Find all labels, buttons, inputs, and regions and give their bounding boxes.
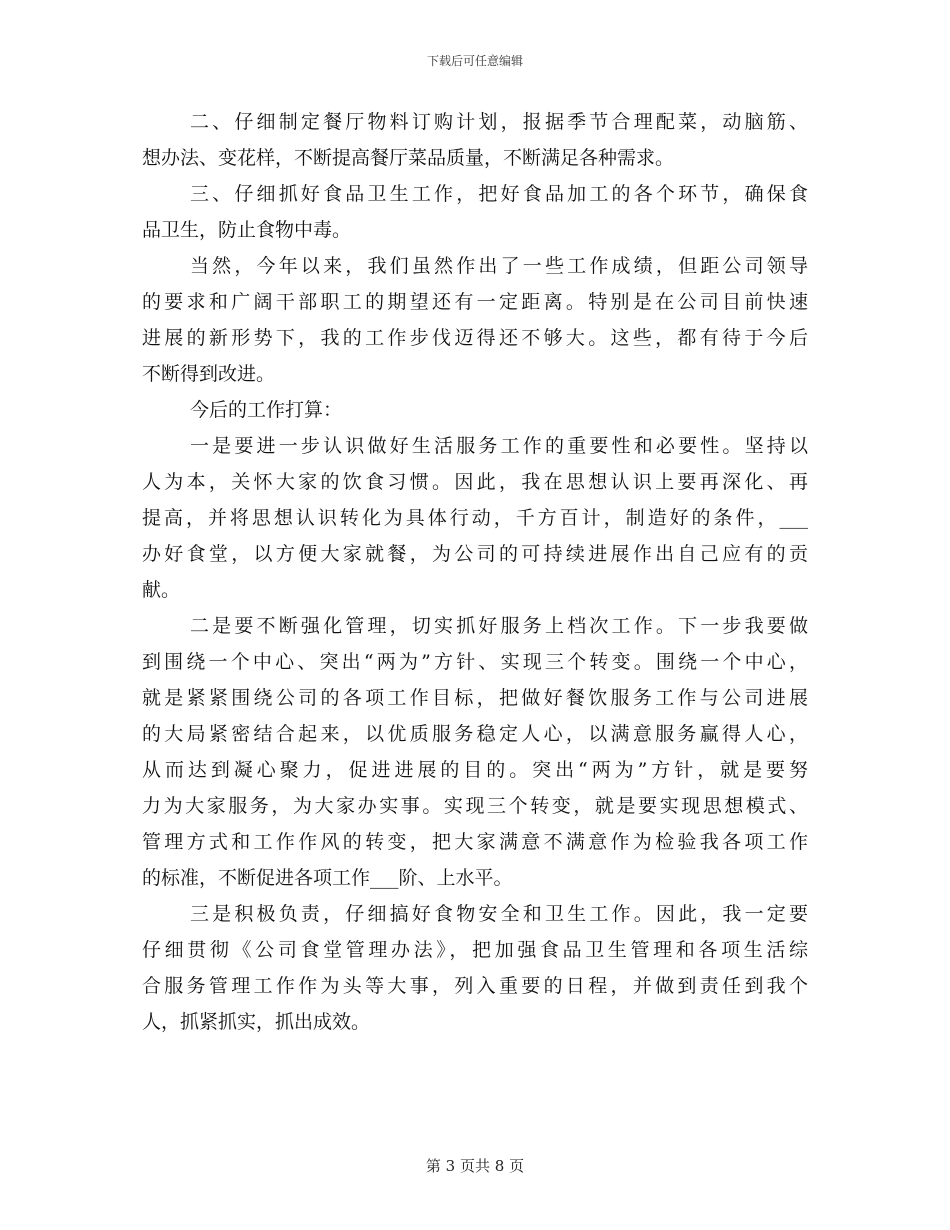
text-line: 就是紧紧围绕公司的各项工作目标，把做好餐饮服务工作与公司进展 xyxy=(142,687,808,709)
text-line: 三是积极负责，仔细搞好食物安全和卫生工作。因此，我一定要 xyxy=(190,903,808,925)
text-line: 不断得到改进。 xyxy=(142,363,276,385)
paragraph xyxy=(142,608,808,896)
text-line: 的大局紧密结合起来，以优质服务稳定人心，以满意服务赢得人心， xyxy=(142,723,808,745)
text-line: 想办法、变花样，不断提高餐厅菜品质量，不断满足各种需求。 xyxy=(142,147,675,169)
page-header: 下载后可任意编辑 xyxy=(426,54,523,68)
text-line: 二、仔细制定餐厅物料订购计划，报据季节合理配菜，动脑筋、 xyxy=(190,111,808,133)
text-line: 到围绕一个中心、突出“两为”方针、实现三个转变。围绕一个中心， xyxy=(142,651,808,673)
text-line: 从而达到凝心聚力，促进进展的目的。突出“两为”方针，就是要努 xyxy=(142,759,808,781)
document-body xyxy=(142,104,808,1040)
paragraph xyxy=(142,104,808,176)
text-line: 办好食堂，以方便大家就餐，为公司的可持续进展作出自己应有的贡 xyxy=(142,543,808,565)
paragraph xyxy=(142,428,808,608)
text-line: 的要求和广阔干部职工的期望还有一定距离。特别是在公司目前快速 xyxy=(142,291,808,313)
text-line: 进展的新形势下，我的工作步伐迈得还不够大。这些，都有待于今后 xyxy=(142,327,808,349)
text-line: 人为本，关怀大家的饮食习惯。因此，我在思想认识上要再深化、再 xyxy=(142,471,808,493)
text-line: 今后的工作打算： xyxy=(190,399,343,421)
paragraph xyxy=(142,248,808,392)
text-line: 仔细贯彻《公司食堂管理办法》，把加强食品卫生管理和各项生活综 xyxy=(142,939,808,961)
text-line: 力为大家服务，为大家办实事。实现三个转变，就是要实现思想模式、 xyxy=(142,795,808,817)
text-line: 管理方式和工作作风的转变，把大家满意不满意作为检验我各项工作 xyxy=(142,831,808,853)
paragraph xyxy=(142,392,808,428)
text-line: 品卫生，防止食物中毒。 xyxy=(142,219,352,241)
page-number: 第 3 页共 8 页 xyxy=(425,1157,525,1175)
text-line: 人，抓紧抓实，抓出成效。 xyxy=(142,1011,371,1033)
text-line: 合服务管理工作作为头等大事，列入重要的日程，并做到责任到我个 xyxy=(142,975,808,997)
text-line: 的标准，不断促进各项工作___阶、上水平。 xyxy=(142,867,513,889)
text-line: 二是要不断强化管理，切实抓好服务上档次工作。下一步我要做 xyxy=(190,615,808,637)
text-line: 当然，今年以来，我们虽然作出了一些工作成绩，但距公司领导 xyxy=(190,255,808,277)
text-line: 三、仔细抓好食品卫生工作，把好食品加工的各个环节，确保食 xyxy=(190,183,808,205)
text-line: 献。 xyxy=(142,579,181,601)
paragraph xyxy=(142,176,808,248)
paragraph xyxy=(142,896,808,1040)
text-line: 提高，并将思想认识转化为具体行动，千方百计，制造好的条件，___ xyxy=(142,507,808,529)
text-line: 一是要进一步认识做好生活服务工作的重要性和必要性。坚持以 xyxy=(190,435,808,457)
